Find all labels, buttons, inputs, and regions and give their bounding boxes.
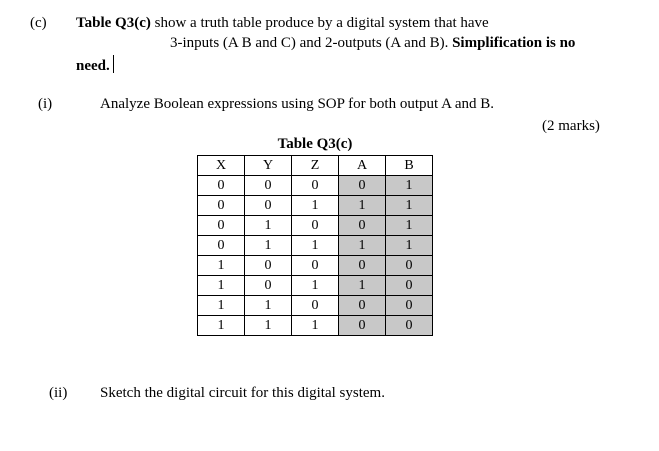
truth-table bbox=[197, 155, 433, 336]
table-cell-a: 1 bbox=[339, 196, 386, 216]
table-row bbox=[198, 196, 433, 216]
table-cell-z: 0 bbox=[292, 256, 339, 276]
table-cell-x: 0 bbox=[198, 236, 245, 256]
table-caption: Table Q3(c) bbox=[277, 136, 353, 152]
table-cell-a: 0 bbox=[339, 296, 386, 316]
table-cell-z: 1 bbox=[292, 196, 339, 216]
part-i-label: (i) bbox=[38, 96, 53, 112]
question-line-3 bbox=[76, 55, 114, 75]
table-cell-x: 1 bbox=[198, 316, 245, 336]
table-cell-z: 0 bbox=[292, 176, 339, 196]
header-y: Y bbox=[245, 156, 292, 176]
part-ii-text: Sketch the digital circuit for this digital system. bbox=[100, 385, 385, 401]
text-cursor bbox=[113, 55, 114, 73]
header-x: X bbox=[198, 156, 245, 176]
table-cell-y: 1 bbox=[245, 316, 292, 336]
marks-label: (2 marks) bbox=[542, 118, 600, 134]
table-row bbox=[198, 316, 433, 336]
table-cell-y: 0 bbox=[245, 256, 292, 276]
table-cell-x: 0 bbox=[198, 216, 245, 236]
table-body bbox=[198, 176, 433, 336]
table-cell-b: 1 bbox=[386, 176, 433, 196]
table-cell-x: 1 bbox=[198, 256, 245, 276]
table-row bbox=[198, 276, 433, 296]
header-z: Z bbox=[292, 156, 339, 176]
table-cell-z: 0 bbox=[292, 296, 339, 316]
table-row bbox=[198, 256, 433, 276]
table-cell-b: 1 bbox=[386, 236, 433, 256]
table-cell-a: 0 bbox=[339, 176, 386, 196]
table-cell-a: 1 bbox=[339, 236, 386, 256]
table-row bbox=[198, 296, 433, 316]
question-label: (c) bbox=[30, 15, 47, 31]
table-cell-y: 1 bbox=[245, 216, 292, 236]
question-text-1: show a truth table produce by a digital system that have bbox=[150, 15, 489, 31]
table-cell-a: 1 bbox=[339, 276, 386, 296]
table-cell-b: 0 bbox=[386, 296, 433, 316]
table-cell-y: 0 bbox=[245, 276, 292, 296]
question-line-2 bbox=[170, 35, 575, 52]
table-cell-b: 0 bbox=[386, 256, 433, 276]
table-cell-y: 1 bbox=[245, 236, 292, 256]
simplification-note: Simplification is no bbox=[452, 35, 576, 51]
question-text-2: 3-inputs (A B and C) and 2-outputs (A and B). bbox=[170, 35, 453, 51]
table-cell-b: 0 bbox=[386, 316, 433, 336]
part-ii-label: (ii) bbox=[49, 385, 68, 401]
table-cell-x: 0 bbox=[198, 196, 245, 216]
part-i-text: Analyze Boolean expressions using SOP for both output A and B. bbox=[100, 96, 494, 112]
table-reference: Table Q3(c) bbox=[76, 15, 151, 31]
table-header-row bbox=[198, 156, 433, 176]
table-cell-z: 1 bbox=[292, 236, 339, 256]
header-a: A bbox=[339, 156, 386, 176]
table-cell-x: 1 bbox=[198, 296, 245, 316]
table-row bbox=[198, 216, 433, 236]
table-cell-a: 0 bbox=[339, 316, 386, 336]
simplification-note-end: need. bbox=[76, 58, 110, 74]
question-line-1 bbox=[76, 15, 489, 32]
table-cell-y: 0 bbox=[245, 176, 292, 196]
table-row bbox=[198, 236, 433, 256]
table-cell-x: 0 bbox=[198, 176, 245, 196]
table-cell-x: 1 bbox=[198, 276, 245, 296]
table-cell-b: 1 bbox=[386, 196, 433, 216]
table-cell-z: 1 bbox=[292, 276, 339, 296]
table-cell-a: 0 bbox=[339, 256, 386, 276]
header-b: B bbox=[386, 156, 433, 176]
table-cell-b: 0 bbox=[386, 276, 433, 296]
table-cell-y: 0 bbox=[245, 196, 292, 216]
table-cell-b: 1 bbox=[386, 216, 433, 236]
table-cell-z: 0 bbox=[292, 216, 339, 236]
table-cell-a: 0 bbox=[339, 216, 386, 236]
table-cell-y: 1 bbox=[245, 296, 292, 316]
table-cell-z: 1 bbox=[292, 316, 339, 336]
table-row bbox=[198, 176, 433, 196]
